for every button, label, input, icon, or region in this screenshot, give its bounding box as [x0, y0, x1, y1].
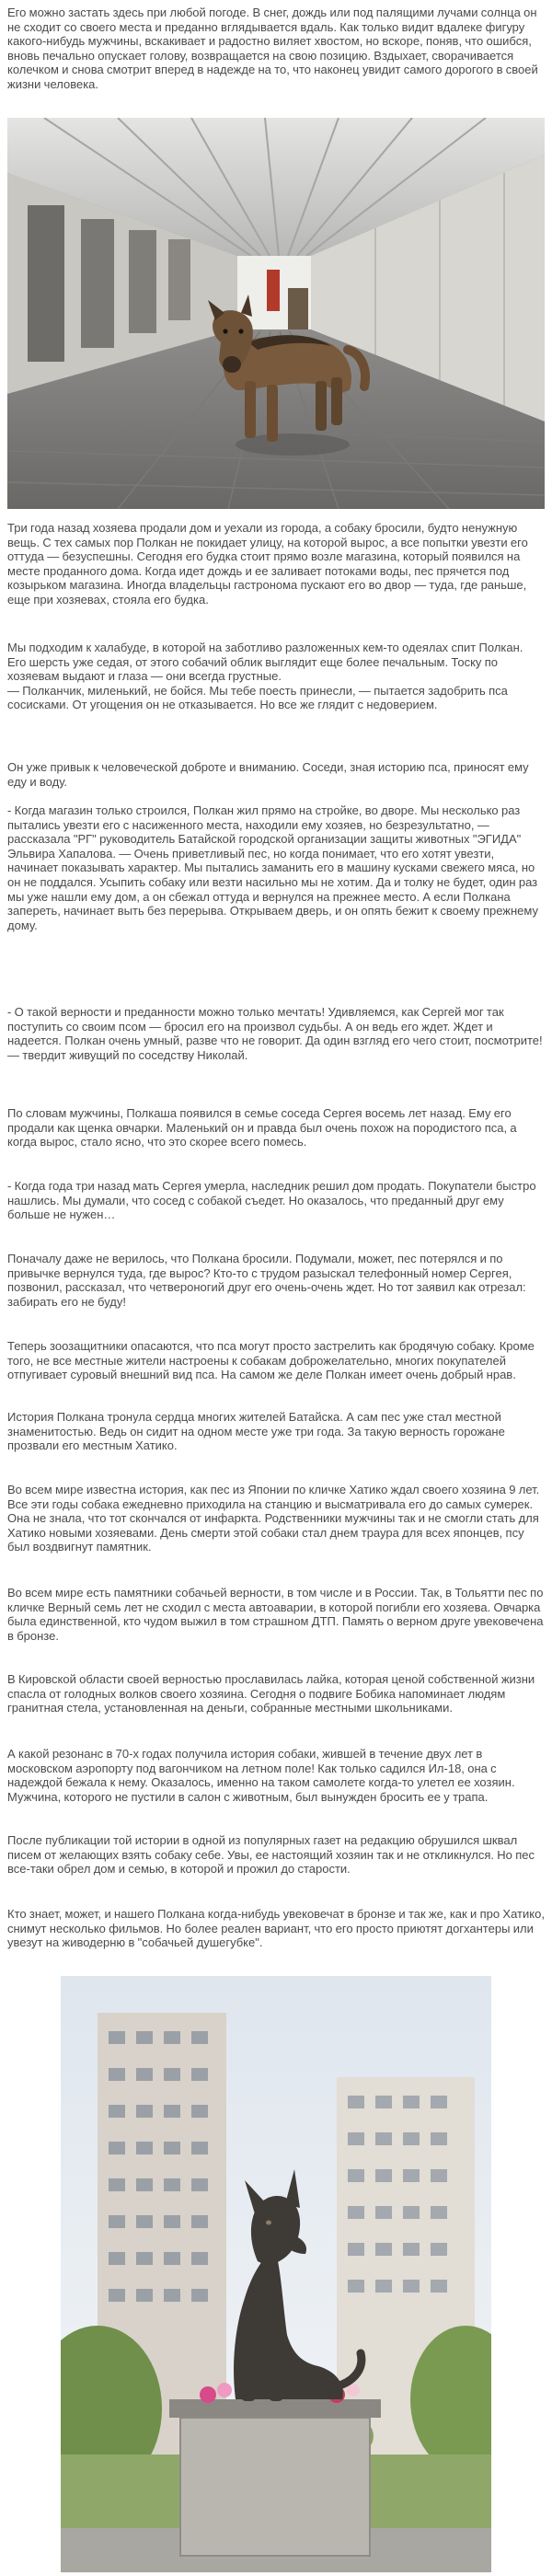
dog-monument-illustration: [61, 1976, 491, 2572]
article-paragraph: Он уже привык к человеческой доброте и вниманию. Соседи, зная историю пса, приносят ему еду и воду.: [7, 760, 529, 789]
article-paragraph: Теперь зоозащитники опасаются, что пса могут просто застрелить как бродячую собаку. Кроме того, не все местные жители настроены к собакам доброжелательно, многих покупателей отпугивает суровый внешний вид пса. На самом же деле Полкан имеет очень добрый нрав.: [7, 1339, 535, 1382]
article-paragraph: - Когда года три назад мать Сергея умерла, наследник решил дом продать. Покупатели быстро нашлись. Мы думали, что сосед с собакой съедет. Но оказалось, что преданный друг ему больше не нужен…: [7, 1179, 536, 1222]
article-paragraph: - О такой верности и преданности можно только мечтать! Удивляемся, как Сергей мог так поступить со своим псом — бросил его на произвол судьбы. А он ведь его ждет. Ждет и надеется. Полкан очень умный, разве что не говорит. Да один взгляд его чего стоит, посмотрите! — твердит живущий по соседству Николай.: [7, 1005, 543, 1062]
dog-in-alley-illustration: [7, 118, 545, 509]
article-paragraph: Его можно застать здесь при любой погоде. В снег, дождь или под палящими лучами солнца он не сходит со своего места и преданно вглядывается вдаль. Как только видит вдалеке фигуру какого-нибудь мужчины, вскакивает и радостно виляет хвостом, но вскоре, поняв, что ошибся, вновь печально опускает голову, возвращается на свою позицию. Вздыхает, сворачивается колечком и снова смотрит вперед в надежде на то, что наконец увидит самого дорогого в своей жизни человека.: [7, 6, 538, 91]
article-paragraph: - Когда магазин только строился, Полкан жил прямо на стройке, во дворе. Мы несколько раз пытались увезти его с насиженного места, находили ему хозяев, но безрезультатно, — рассказала "РГ" руководитель Батайской городской организации защиты животных "ЭГИДА" Эльвира Хапалова. — Очень приветливый пес, но когда понимает, что его хотят увезти, начинает показывать характер. Мы пытались заманить его в машину кусками свежего мяса, но он не поддался. Усыпить собаку или везти насильно мы не хотим. Да и толку не будет, один раз мы уже нашли ему дом, а он сбежал оттуда и вернулся на прежнее место. А если Полкана запереть, начинает выть без перерыва. Открываем дверь, и он опять бежит к своему прежнему дому.: [7, 803, 538, 932]
article-paragraph: В Кировской области своей верностью прославилась лайка, которая ценой собственной жизни спасла от голодных волков своего хозяина. Сегодня о подвиге Бобика напоминает людям гранитная стела, установленная на деньги, собранные местными школьниками.: [7, 1672, 535, 1715]
article-paragraph: По словам мужчины, Полкаша появился в семье соседа Сергея восемь лет назад. Ему его продали как щенка овчарки. Маленький он и правда был очень похож на породистого пса, а когда вырос, стало ясно, что это скорее всего помесь.: [7, 1106, 517, 1149]
photo-dog-in-alley: [7, 118, 545, 509]
article-paragraph: А какой резонанс в 70-х годах получила история собаки, жившей в течение двух лет в московском аэропорту под вагончиком на летном поле! Как только садился Ил-18, она с надеждой бежала к нему. Оказалось, именно на таком самолете когда-то улетел ее хозяин. Мужчина, которого не пустили в салон с животным, был вынужден бросить ее у трапа.: [7, 1747, 515, 1804]
article-paragraph: Поначалу даже не верилось, что Полкана бросили. Подумали, может, пес потерялся и по привычке вернулся туда, где вырос? Кто-то с трудом разыскал телефонный номер Сергея, позвонил, рассказал, что четвероногий друг его очень-очень ждет. Но тот заявил как отрезал: забирать его не буду!: [7, 1252, 526, 1309]
article-paragraph: Кто знает, может, и нашего Полкана когда-нибудь увековечат в бронзе и так же, как и про Хатико, снимут несколько фильмов. Но более реален вариант, что его просто приютят догхантеры или увезут на живодерню в "собачьей душегубке".: [7, 1907, 545, 1950]
article-paragraph: История Полкана тронула сердца многих жителей Батайска. А сам пес уже стал местной знаменитостью. Ведь он сидит на одном месте уже три года. За такую верность горожане прозвали его местным Хатико.: [7, 1410, 505, 1453]
article-paragraph: После публикации той истории в одной из популярных газет на редакцию обрушился шквал писем от желающих взять собаку себе. Увы, ее настоящий хозяин так и не откликнулся. Но пес все-таки обрел дом и семью, в которой и прожил до старости.: [7, 1833, 535, 1877]
article-paragraph: Во всем мире есть памятники собачьей верности, в том числе и в России. Так, в Тольятти пес по кличке Верный семь лет не сходил с места автоаварии, в которой погибли его хозяева. Овчарка была единственной, кто чудом выжил в том страшном ДТП. Память о верном друге увековечена в бронзе.: [7, 1586, 544, 1643]
article-paragraph: Во всем мире известна история, как пес из Японии по кличке Хатико ждал своего хозяина 9 лет. Все эти годы собака ежедневно приходила на станцию и высматривала его до самых сумерек. Она не знала, что тот скончался от инфаркта. Родственники мужчины так и не смогли стать для Хатико новыми хозяевами. День смерти этой собаки стал днем траура для всех японцев, псу был воздвигнут памятник.: [7, 1483, 540, 1554]
photo-dog-monument: [61, 1976, 491, 2572]
article-paragraph: Три года назад хозяева продали дом и уехали из города, а собаку бросили, будто ненужную вещь. С тех самых пор Полкан не покидает улицу, на которой вырос, а все попытки увезти его оттуда — безуспешны. Сегодня его будка стоит прямо возле магазина, который появился на месте проданного дома. Когда идет дождь и ее заливает потоками воды, пес прячется под козырьком магазина. Иногда владельцы гастронома пускают его во двор — туда, где раньше, еще при хозяевах, стояла его будка.: [7, 521, 528, 606]
article-paragraph: Мы подходим к халабуде, в которой на заботливо разложенных кем-то одеялах спит Полкан. Его шерсть уже седая, от этого собачий облик выглядит еще более печальным. Тоску по хозяевам выдают и глаза — они всегда грустные. — Полканчик, миленький, не бойся. Мы тебе поесть принесли, — пытается задобрить пса сосисками. От угощения он не отказывается. Но все же глядит с недоверием.: [7, 641, 523, 712]
